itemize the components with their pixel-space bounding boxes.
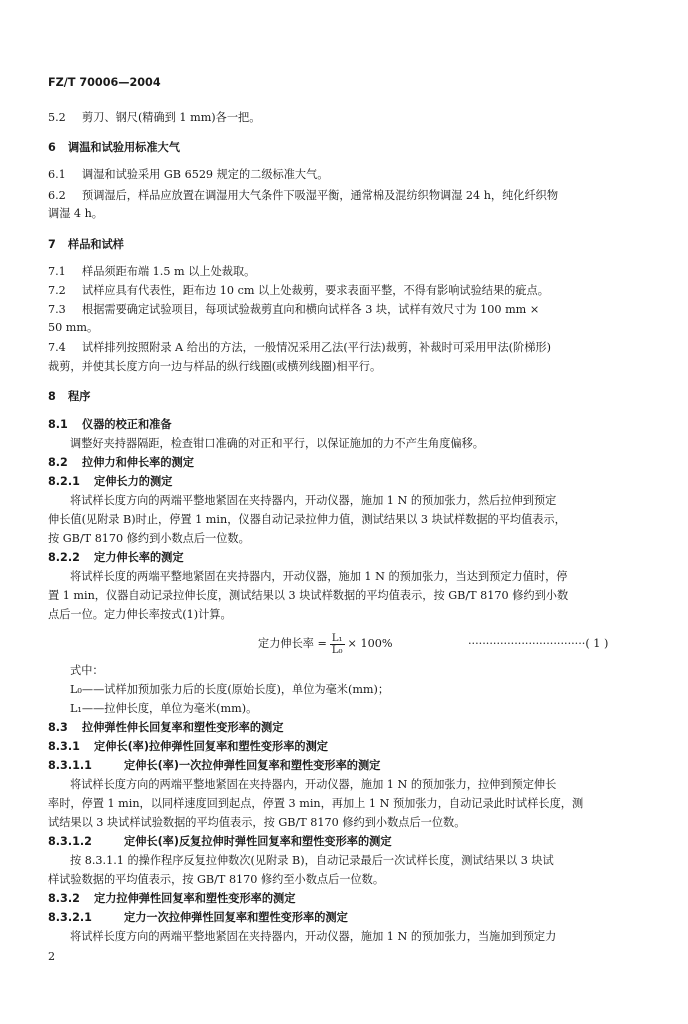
formula-fraction: $\frac{\text{L₁}}{\text{L₀}}$ bbox=[331, 632, 343, 656]
formula-1 bbox=[0, 631, 688, 657]
equation-number: ·································( 1 ) bbox=[468, 637, 609, 650]
formula-body: 定力伸长率 = $\frac{\text{L₁}}{\text{L₀}}$ × 100% bbox=[258, 632, 393, 656]
